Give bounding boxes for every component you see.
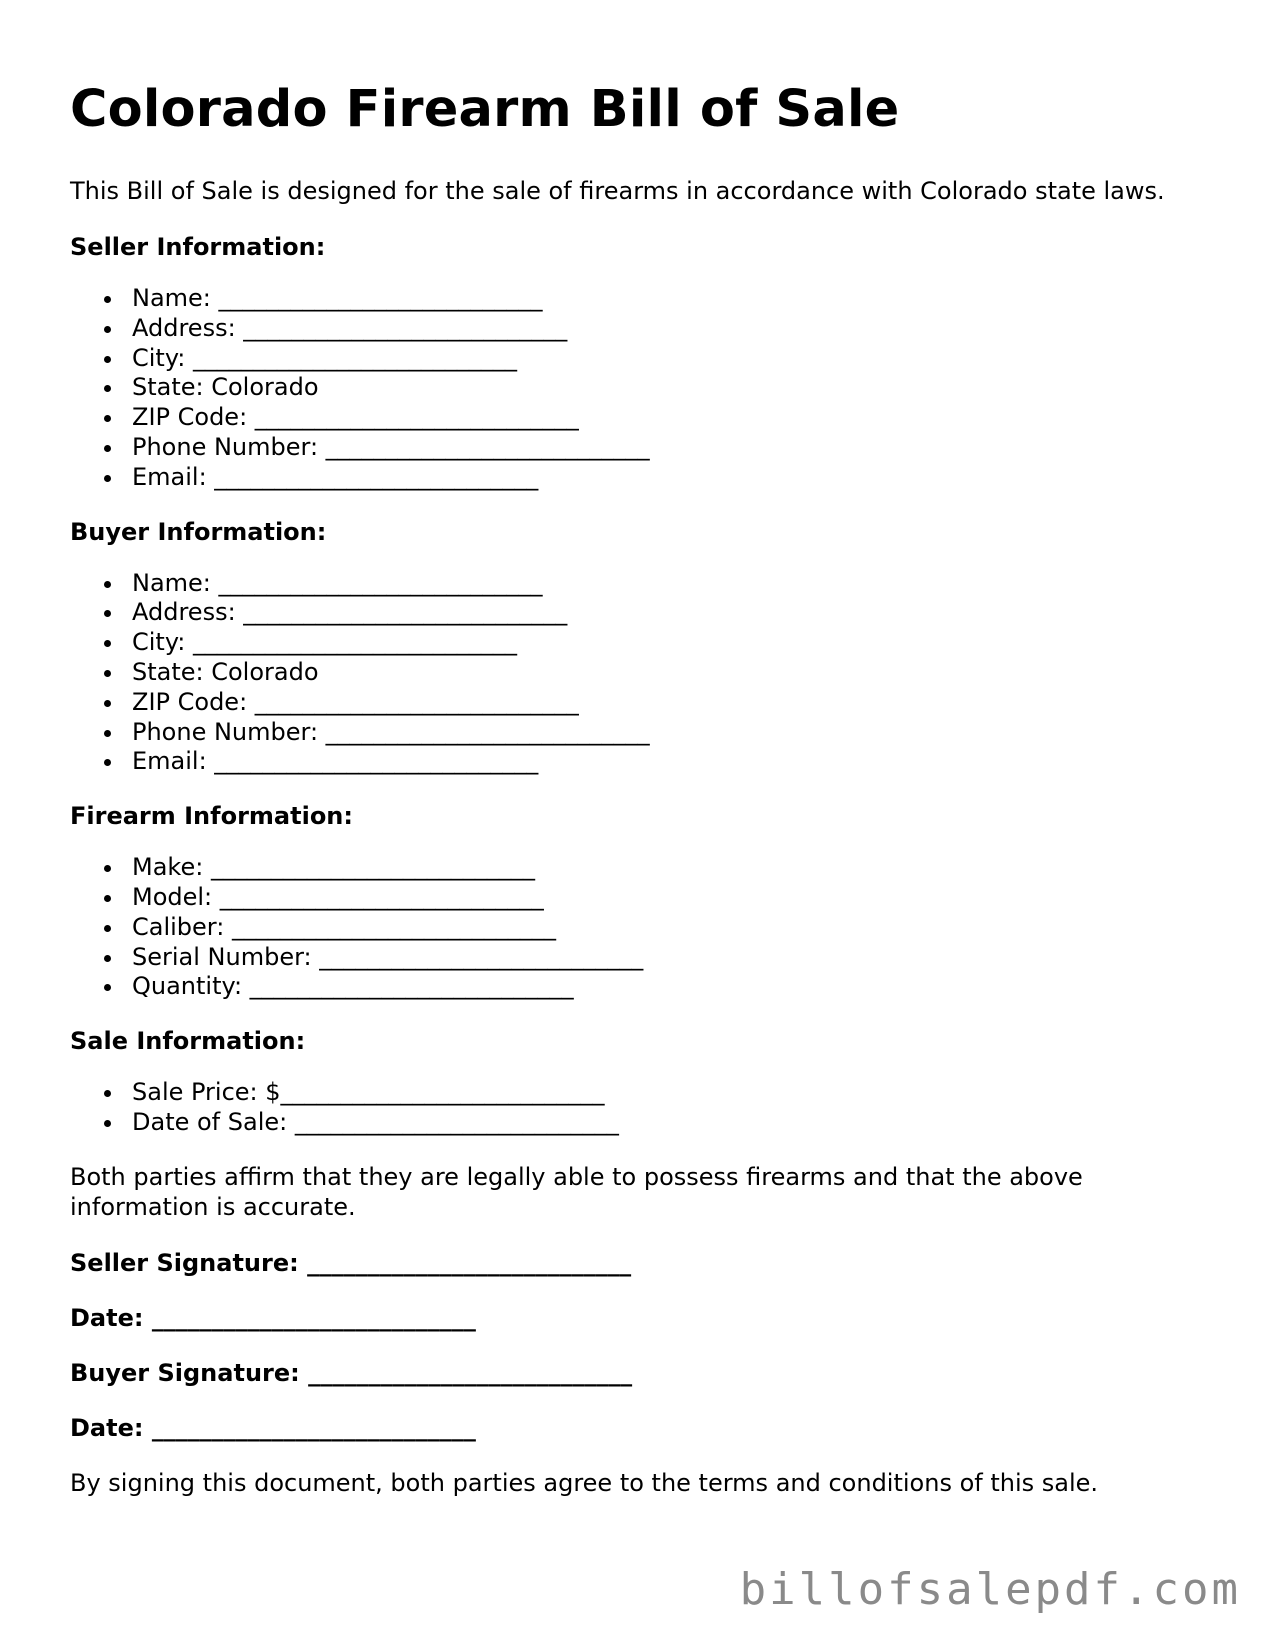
sale-price-field: Sale Price: $___________________________ bbox=[132, 1078, 1200, 1108]
buyer-signature-line: Buyer Signature: ___________________________ bbox=[70, 1358, 633, 1387]
sale-date-field: Date of Sale: ___________________________ bbox=[132, 1108, 1200, 1138]
seller-date-line: Date: ___________________________ bbox=[70, 1303, 476, 1332]
firearm-model-field: Model: ___________________________ bbox=[132, 883, 1200, 913]
seller-phone-field: Phone Number: ___________________________ bbox=[132, 433, 1200, 463]
affirmation-paragraph: Both parties affirm that they are legally able to possess firearms and that the above information is accurate. bbox=[70, 1162, 1083, 1221]
firearm-caliber-field: Caliber: ___________________________ bbox=[132, 913, 1200, 943]
buyer-section-heading: Buyer Information: bbox=[70, 517, 327, 546]
seller-email-field: Email: ___________________________ bbox=[132, 463, 1200, 493]
document-title: Colorado Firearm Bill of Sale bbox=[70, 80, 900, 139]
buyer-state-field: State: Colorado bbox=[132, 658, 1200, 688]
seller-zip-field: ZIP Code: ___________________________ bbox=[132, 403, 1200, 433]
intro-paragraph: This Bill of Sale is designed for the sale of firearms in accordance with Colorado state laws. bbox=[70, 177, 1165, 205]
firearm-make-field: Make: ___________________________ bbox=[132, 853, 1200, 883]
seller-signature-line: Seller Signature: ___________________________ bbox=[70, 1248, 632, 1277]
closing-paragraph: By signing this document, both parties agree to the terms and conditions of this sale. bbox=[70, 1468, 1099, 1497]
firearm-quantity-field: Quantity: ___________________________ bbox=[132, 972, 1200, 1002]
buyer-address-field: Address: ___________________________ bbox=[132, 598, 1200, 628]
firearm-serial-field: Serial Number: ___________________________ bbox=[132, 943, 1200, 973]
seller-state-field: State: Colorado bbox=[132, 373, 1200, 403]
buyer-email-field: Email: ___________________________ bbox=[132, 747, 1200, 777]
firearm-section-heading: Firearm Information: bbox=[70, 802, 353, 831]
document-page bbox=[70, 78, 1200, 1498]
seller-fields-list bbox=[70, 284, 1200, 493]
sale-section-heading: Sale Information: bbox=[70, 1027, 306, 1056]
seller-address-field: Address: ___________________________ bbox=[132, 314, 1200, 344]
buyer-name-field: Name: ___________________________ bbox=[132, 569, 1200, 599]
seller-city-field: City: ___________________________ bbox=[132, 344, 1200, 374]
buyer-fields-list bbox=[70, 569, 1200, 778]
seller-name-field: Name: ___________________________ bbox=[132, 284, 1200, 314]
watermark-text: billofsalepdf.com bbox=[739, 1564, 1241, 1615]
buyer-city-field: City: ___________________________ bbox=[132, 628, 1200, 658]
buyer-zip-field: ZIP Code: ___________________________ bbox=[132, 688, 1200, 718]
buyer-date-line: Date: ___________________________ bbox=[70, 1413, 476, 1442]
seller-section-heading: Seller Information: bbox=[70, 233, 326, 261]
firearm-fields-list bbox=[70, 853, 1200, 1002]
buyer-phone-field: Phone Number: ___________________________ bbox=[132, 718, 1200, 748]
sale-fields-list bbox=[70, 1078, 1200, 1138]
